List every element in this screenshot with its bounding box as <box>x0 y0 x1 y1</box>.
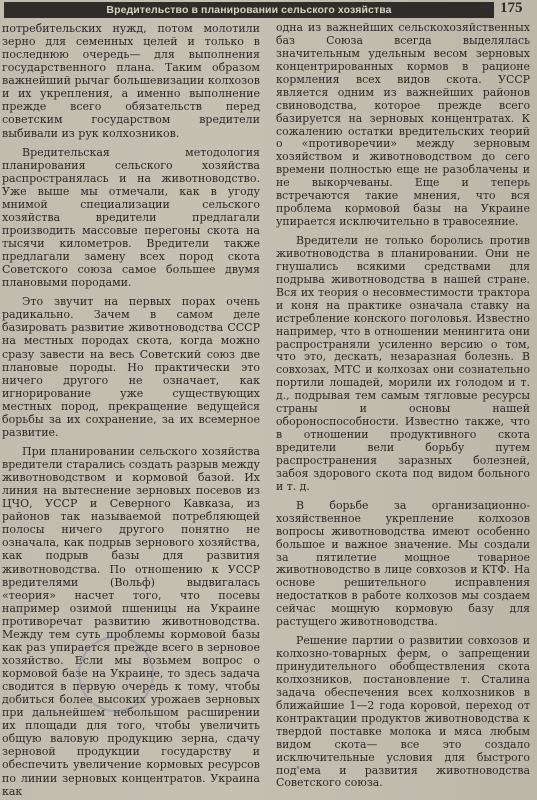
paragraph: Это звучит на первых порах очень радикально. Зачем в самом деле базировать развитие животноводства СССР на местных породах скота, когда можно сразу завести на весь Советский союз две плановые породы. Но практически это ничего другого не означает, как игнорирование уже существующих местных пород, прекращение ведущейся борьбы за их сохранение, за их всемерное развитие. <box>2 295 260 439</box>
page-number: 175 <box>500 0 523 16</box>
paragraph: При планировании сельского хозяйства вредители старались создать разрыв между животноводством и кормовой базой. Их линия на вытеснение зерновых посевов из ЦЧО, УССР и Северного Кавказа, из районов так называемой потребляющей полосы ничего другого понятно не означала, как подрыв зернового хозяйства, как подрыв базы для развития животноводства. По отношению к УССР вредителями (Вольф) выдвигалась «теория» насчет того, что посевы например озимой пшеницы на Украине противоречат развитию животноводства. Между тем суть проблемы кормовой базы как раз упирается прежде всего в зерновое хозяйство. Если мы возьмем вопрос о кормовой базе на Украине, то здесь задача сводится в первую очередь к тому, чтобы добиться более высоких урожаев зерновых при дальнейшем небольшом расширении их площади для того, чтобы увеличить общую валовую продукцию зерна, сдачу зерновой продукции государству и обеспечить увеличение кормовых ресурсов по линии зерновых концентратов. Украина как <box>2 444 260 798</box>
running-title: Вредительство в планировании сельского хозяйства <box>4 2 494 18</box>
paragraph: потребительских нужд, потом молотили зерно для семенных целей и только в последнюю очередь— для выполнения государственного плана. Таким образом важнейший рычаг большевизации колхозов и их укрепления, а именно выполнение прежде всего обязательств перед советским государством вредители выбивали из рук колхозников. <box>2 22 260 140</box>
paragraph: Вредительская методология планирования сельского хозяйства распространялась и на животноводство. Уже выше мы отмечали, как в угоду мнимой специализации сельского хозяйства вредители предлагали производить массовые перегоны скота на тысячи километров. Вредители также предлагали замену всех пород скота Советского союза самое большее двумя плановыми породами. <box>2 145 260 290</box>
paragraph: Вредители не только боролись против животноводства в планировании. Они не гнушались всякими средствами для подрыва животноводства в нашей стране. Вся их теория о несовместимости трактора и коня на практике означала ставку на истребление конского поголовья. Известно например, что в отношении менингита они распространяли усиленно версию о том, что это, дескать, незаразная болезнь. В совхозах, МТС и колхозах они сознательно портили лошадей, морили их голодом и т. д., подрывая тем самым тягловые ресурсы страны и основы нашей обороноспособности. Известно также, что в отношении продуктивного скота вредители вели борьбу путем распространения заразных болезней, забоя здорового скота под видом больного и т. д. <box>276 234 530 493</box>
paragraph: одна из важнейших сельскохозяйственных баз Союза всегда выделялась значительным удельным весом зерновых концентрированных кормов в рационе кормления всех видов скота. УССР является одним из важнейших районов свиноводства, которое прежде всего базируется на зерновых концентратах. К сожалению остатки вредительских теорий о «противоречии» между зерновым хозяйством и животноводством до сего времени полностью еще не разоблачены и не выкорчеваны. Еще и теперь встречаются такие мнения, что вся проблема кормовой базы на Украине упирается исключительно в травосеяние. <box>276 21 530 229</box>
paragraph: В борьбе за организационно-хозяйственное укрепление колхозов вопросы животноводства имеют особенно большое и важное значение. Мы создали за пятилетие мощное товарное животноводство в лице совхозов и КТФ. На основе решительного исправления недостатков в работе колхозов мы создаем сейчас мощную кормовую базу для растущего животноводства. <box>276 498 530 629</box>
paragraph: Решение партии о развитии совхозов и колхозно-товарных ферм, о запрещении принудительного обобществления скота колхозников, постановление т. Сталина задача обеспечения всех колхозников в ближайшие 1—2 года коровой, переход от контрактации продуктов животноводства к твердой поставке молока и мяса любым видом скота— все это создало исключительные условия для быстрого под'ема и развития животноводства Советского союза. <box>276 634 530 790</box>
right-column <box>276 22 530 790</box>
